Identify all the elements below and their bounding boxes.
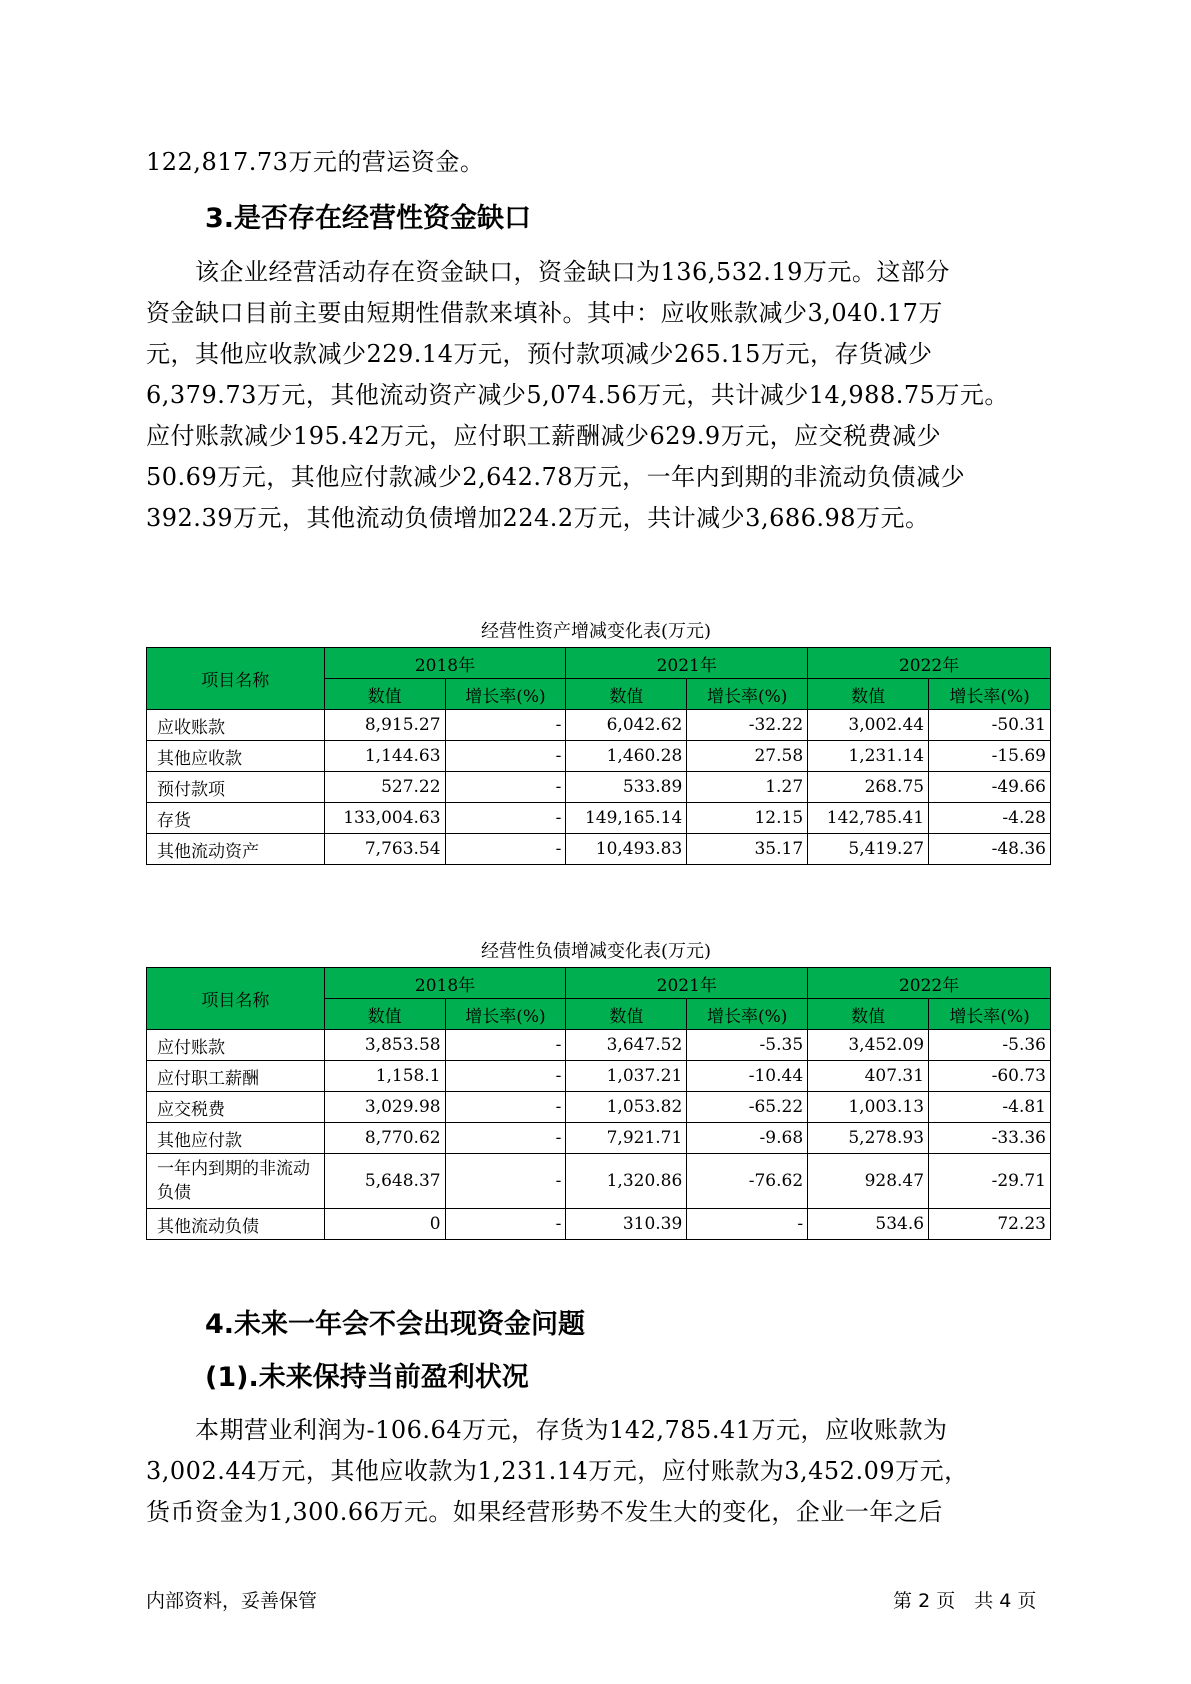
column-header-value: 数值	[324, 999, 445, 1030]
row-name: 一年内到期的非流动负债	[147, 1154, 325, 1209]
cell-growth-2022: -15.69	[929, 741, 1051, 772]
column-header-value: 数值	[566, 999, 687, 1030]
cell-value-2022: 1,003.13	[808, 1092, 929, 1123]
cell-value-2018: 0	[324, 1209, 445, 1240]
cell-growth-2021: -	[687, 1209, 808, 1240]
row-name: 应付账款	[147, 1030, 325, 1061]
cell-growth-2018: -	[445, 1092, 566, 1123]
cell-growth-2022: -60.73	[929, 1061, 1051, 1092]
column-header-year: 2021年	[566, 648, 808, 679]
liability-change-table	[146, 967, 1051, 1240]
cell-value-2021: 1,037.21	[566, 1061, 687, 1092]
cell-growth-2018: -	[445, 1154, 566, 1209]
cell-growth-2018: -	[445, 1030, 566, 1061]
column-header-year: 2021年	[566, 968, 808, 999]
footer-confidential-note: 内部资料，妥善保管	[146, 1590, 318, 1612]
cell-growth-2018: -	[445, 710, 566, 741]
table-row	[147, 1123, 1051, 1154]
page-current: 2	[918, 1590, 931, 1612]
column-header-value: 数值	[324, 679, 445, 710]
cell-value-2018: 3,029.98	[324, 1092, 445, 1123]
cell-growth-2018: -	[445, 772, 566, 803]
table-row	[147, 1154, 1051, 1209]
paragraph-line: 3,002.44万元，其他应收款为1,231.14万元，应付账款为3,452.09万元，	[146, 1457, 969, 1485]
cell-value-2018: 1,144.63	[324, 741, 445, 772]
cell-growth-2022: -5.36	[929, 1030, 1051, 1061]
paragraph-line: 资金缺口目前主要由短期性借款来填补。其中：应收账款减少3,040.17万	[146, 299, 943, 327]
table-row	[147, 710, 1051, 741]
page-label-prefix: 第	[893, 1590, 913, 1612]
column-header-value: 数值	[808, 679, 929, 710]
cell-value-2018: 7,763.54	[324, 834, 445, 865]
table-row	[147, 803, 1051, 834]
row-name: 应收账款	[147, 710, 325, 741]
row-name: 预付款项	[147, 772, 325, 803]
column-header-value: 数值	[566, 679, 687, 710]
row-name: 应付职工薪酬	[147, 1061, 325, 1092]
paragraph-line: 货币资金为1,300.66万元。如果经营形势不发生大的变化，企业一年之后	[146, 1498, 943, 1526]
section4-paragraph	[146, 1410, 1046, 1533]
cell-growth-2021: -10.44	[687, 1061, 808, 1092]
cell-value-2018: 133,004.63	[324, 803, 445, 834]
table-row	[147, 1092, 1051, 1123]
paragraph-line: 392.39万元，其他流动负债增加224.2万元，共计减少3,686.98万元。	[146, 504, 930, 532]
cell-value-2021: 3,647.52	[566, 1030, 687, 1061]
paragraph-line: 应付账款减少195.42万元，应付职工薪酬减少629.9万元，应交税费减少	[146, 422, 942, 450]
cell-growth-2022: -29.71	[929, 1154, 1051, 1209]
footer-page-number	[893, 1586, 1036, 1613]
cell-growth-2021: -32.22	[687, 710, 808, 741]
asset-table-caption: 经营性资产增减变化表(万元)	[480, 621, 712, 642]
column-header-year: 2022年	[808, 968, 1051, 999]
column-header-value: 数值	[808, 999, 929, 1030]
cell-growth-2022: -4.28	[929, 803, 1051, 834]
cell-growth-2018: -	[445, 1061, 566, 1092]
row-name: 其他应收款	[147, 741, 325, 772]
column-header-year: 2022年	[808, 648, 1051, 679]
cell-value-2018: 8,770.62	[324, 1123, 445, 1154]
cell-value-2021: 7,921.71	[566, 1123, 687, 1154]
row-name: 其他应付款	[147, 1123, 325, 1154]
cell-growth-2022: -50.31	[929, 710, 1051, 741]
cell-value-2021: 1,053.82	[566, 1092, 687, 1123]
cell-value-2022: 3,002.44	[808, 710, 929, 741]
cell-growth-2022: -48.36	[929, 834, 1051, 865]
table-row	[147, 1030, 1051, 1061]
column-header-growth: 增长率(%)	[687, 679, 808, 710]
page-total: 4	[999, 1590, 1012, 1612]
cell-value-2022: 407.31	[808, 1061, 929, 1092]
section4-heading: 4.未来一年会不会出现资金问题	[205, 1309, 586, 1340]
cell-value-2021: 1,320.86	[566, 1154, 687, 1209]
cell-growth-2021: -65.22	[687, 1092, 808, 1123]
cell-value-2021: 533.89	[566, 772, 687, 803]
column-header-growth: 增长率(%)	[929, 679, 1051, 710]
page-label-mid: 页 共	[936, 1590, 994, 1612]
row-name: 应交税费	[147, 1092, 325, 1123]
table-row	[147, 834, 1051, 865]
section3-paragraph	[146, 252, 1046, 539]
cell-value-2021: 149,165.14	[566, 803, 687, 834]
cell-growth-2021: 12.15	[687, 803, 808, 834]
cell-value-2022: 268.75	[808, 772, 929, 803]
table-row	[147, 741, 1051, 772]
intro-line: 122,817.73万元的营运资金。	[146, 148, 485, 176]
cell-growth-2021: 35.17	[687, 834, 808, 865]
cell-growth-2022: 72.23	[929, 1209, 1051, 1240]
cell-value-2022: 5,278.93	[808, 1123, 929, 1154]
cell-growth-2018: -	[445, 1209, 566, 1240]
cell-value-2018: 5,648.37	[324, 1154, 445, 1209]
cell-growth-2021: -5.35	[687, 1030, 808, 1061]
paragraph-line: 元，其他应收款减少229.14万元，预付款项减少265.15万元，存货减少	[146, 340, 933, 368]
cell-growth-2022: -4.81	[929, 1092, 1051, 1123]
page-label-suffix: 页	[1017, 1590, 1037, 1612]
cell-value-2021: 6,042.62	[566, 710, 687, 741]
cell-value-2021: 310.39	[566, 1209, 687, 1240]
section3-heading: 3.是否存在经营性资金缺口	[205, 203, 532, 234]
cell-value-2021: 10,493.83	[566, 834, 687, 865]
cell-growth-2018: -	[445, 803, 566, 834]
column-header-item-name: 项目名称	[147, 648, 325, 710]
paragraph-line: 50.69万元，其他应付款减少2,642.78万元，一年内到期的非流动负债减少	[146, 463, 966, 491]
cell-value-2022: 142,785.41	[808, 803, 929, 834]
column-header-item-name: 项目名称	[147, 968, 325, 1030]
cell-growth-2022: -49.66	[929, 772, 1051, 803]
paragraph-line: 本期营业利润为-106.64万元，存货为142,785.41万元，应收账款为	[146, 1416, 948, 1444]
column-header-growth: 增长率(%)	[445, 679, 566, 710]
cell-growth-2021: -9.68	[687, 1123, 808, 1154]
cell-growth-2018: -	[445, 741, 566, 772]
cell-value-2018: 1,158.1	[324, 1061, 445, 1092]
cell-value-2021: 1,460.28	[566, 741, 687, 772]
table-row	[147, 772, 1051, 803]
cell-value-2022: 1,231.14	[808, 741, 929, 772]
column-header-year: 2018年	[324, 968, 566, 999]
column-header-growth: 增长率(%)	[687, 999, 808, 1030]
table-row	[147, 1061, 1051, 1092]
cell-value-2022: 5,419.27	[808, 834, 929, 865]
paragraph-line: 该企业经营活动存在资金缺口，资金缺口为136,532.19万元。这部分	[146, 258, 950, 286]
cell-value-2018: 3,853.58	[324, 1030, 445, 1061]
column-header-growth: 增长率(%)	[929, 999, 1051, 1030]
cell-value-2022: 928.47	[808, 1154, 929, 1209]
paragraph-line: 6,379.73万元，其他流动资产减少5,074.56万元，共计减少14,988.75万元。	[146, 381, 1009, 409]
asset-change-table	[146, 647, 1051, 865]
column-header-growth: 增长率(%)	[445, 999, 566, 1030]
row-name: 其他流动负债	[147, 1209, 325, 1240]
cell-growth-2022: -33.36	[929, 1123, 1051, 1154]
cell-growth-2021: 27.58	[687, 741, 808, 772]
cell-value-2022: 534.6	[808, 1209, 929, 1240]
cell-value-2018: 8,915.27	[324, 710, 445, 741]
table-row	[147, 1209, 1051, 1240]
cell-growth-2018: -	[445, 1123, 566, 1154]
section4-subheading: (1).未来保持当前盈利状况	[205, 1362, 529, 1393]
cell-growth-2018: -	[445, 834, 566, 865]
cell-value-2022: 3,452.09	[808, 1030, 929, 1061]
cell-growth-2021: 1.27	[687, 772, 808, 803]
cell-growth-2021: -76.62	[687, 1154, 808, 1209]
column-header-year: 2018年	[324, 648, 566, 679]
row-name: 其他流动资产	[147, 834, 325, 865]
row-name: 存货	[147, 803, 325, 834]
cell-value-2018: 527.22	[324, 772, 445, 803]
liability-table-caption: 经营性负债增减变化表(万元)	[480, 941, 712, 962]
